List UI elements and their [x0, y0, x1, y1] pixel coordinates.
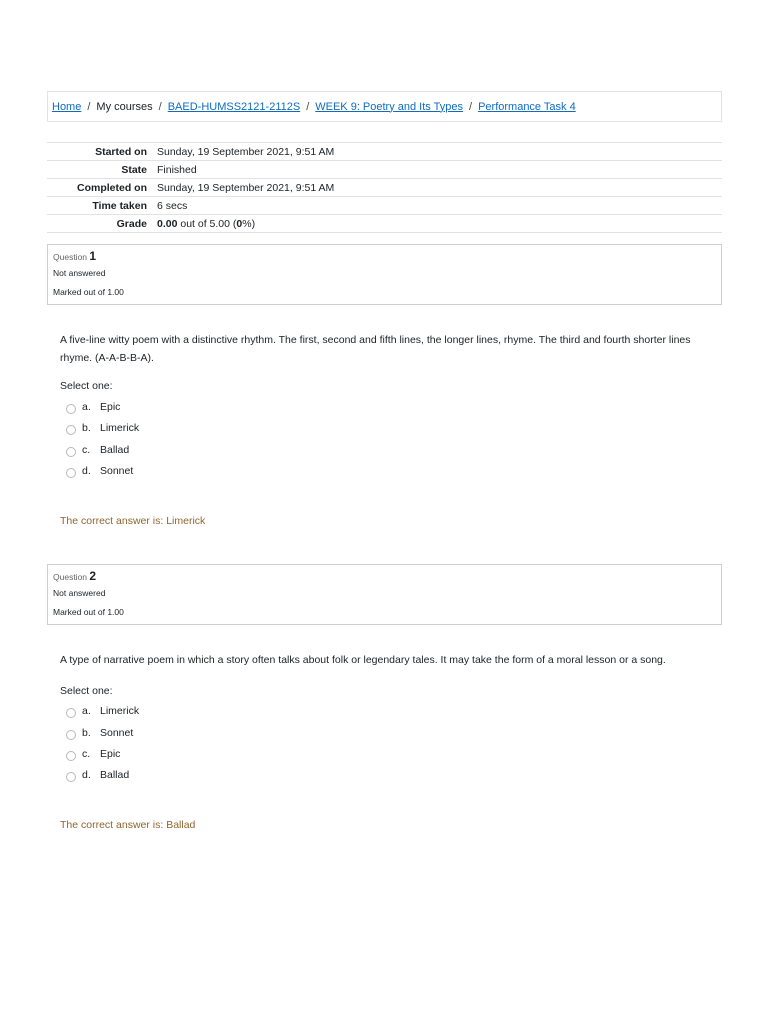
- option-text: Ballad: [100, 444, 130, 456]
- radio-button[interactable]: [66, 404, 76, 414]
- radio-button[interactable]: [66, 730, 76, 740]
- breadcrumb-my-courses: My courses: [96, 100, 153, 113]
- completed-on-label: Completed on: [77, 181, 147, 194]
- question-marked-out-of: Marked out of 1.00: [53, 287, 124, 297]
- question-label: Question: [53, 252, 88, 262]
- question-text: A type of narrative poem in which a story often talks about folk or legendary tales. It may take the form of a moral lesson or a song.: [60, 654, 666, 666]
- answer-option[interactable]: [66, 724, 133, 742]
- question-marked-out-of: Marked out of 1.00: [53, 607, 124, 617]
- question-info-box: [47, 564, 722, 625]
- time-taken-label: Time taken: [92, 199, 147, 212]
- option-letter: d.: [82, 769, 91, 781]
- option-text: Ballad: [100, 769, 130, 781]
- option-letter: c.: [82, 444, 91, 456]
- option-text: Limerick: [100, 705, 140, 717]
- breadcrumb-week-link[interactable]: WEEK 9: Poetry and Its Types: [315, 100, 464, 113]
- select-one-label: Select one:: [60, 380, 113, 392]
- summary-row-grade: [47, 215, 722, 233]
- summary-row-started: [47, 143, 722, 161]
- option-letter: a.: [82, 705, 91, 717]
- breadcrumb-task-link[interactable]: Performance Task 4: [478, 100, 576, 113]
- radio-button[interactable]: [66, 468, 76, 478]
- grade-value: 0.00: [157, 217, 178, 230]
- answer-option[interactable]: [66, 462, 133, 480]
- question-status: Not answered: [53, 588, 106, 598]
- breadcrumb-separator: /: [87, 100, 91, 113]
- breadcrumb-separator: /: [158, 100, 162, 113]
- question-number: 2: [89, 569, 97, 583]
- grade-suffix: %): [242, 217, 256, 230]
- option-text: Limerick: [100, 422, 140, 434]
- question-text: A five-line witty poem with a distinctive rhythm. The first, second and fifth lines, the longer lines, rhyme. The third and fourth shorter lines rhyme. (A-A-B-B-A).: [60, 334, 691, 364]
- correct-answer-feedback: The correct answer is: Limerick: [60, 515, 206, 527]
- radio-button[interactable]: [66, 708, 76, 718]
- started-on-value: Sunday, 19 September 2021, 9:51 AM: [157, 145, 335, 158]
- option-letter: b.: [82, 422, 91, 434]
- option-text: Sonnet: [100, 465, 134, 477]
- answer-option[interactable]: [66, 766, 129, 784]
- state-label: State: [121, 163, 147, 176]
- question-info-box: [47, 244, 722, 305]
- radio-button[interactable]: [66, 425, 76, 435]
- started-on-label: Started on: [95, 145, 147, 158]
- breadcrumb-separator: /: [306, 100, 310, 113]
- question-label: Question: [53, 572, 88, 582]
- option-letter: d.: [82, 465, 91, 477]
- option-text: Epic: [100, 748, 121, 760]
- radio-button[interactable]: [66, 772, 76, 782]
- summary-row-completed: [47, 179, 722, 197]
- question-status: Not answered: [53, 268, 106, 278]
- option-letter: c.: [82, 748, 91, 760]
- radio-button[interactable]: [66, 751, 76, 761]
- answer-option[interactable]: [66, 702, 139, 720]
- attempt-summary-table: [47, 142, 722, 233]
- grade-percent: 0: [236, 217, 243, 230]
- grade-label: Grade: [116, 217, 147, 230]
- question-number: 1: [89, 249, 97, 263]
- breadcrumb-home-link[interactable]: Home: [52, 100, 82, 113]
- answer-option[interactable]: [66, 441, 129, 459]
- state-value: Finished: [157, 163, 197, 176]
- summary-row-time: [47, 197, 722, 215]
- option-text: Sonnet: [100, 727, 134, 739]
- answer-option[interactable]: [66, 419, 139, 437]
- breadcrumb-course-link[interactable]: BAED-HUMSS2121-2112S: [167, 100, 301, 113]
- select-one-label: Select one:: [60, 685, 113, 697]
- option-letter: a.: [82, 401, 91, 413]
- grade-value-cell: [157, 215, 722, 233]
- option-letter: b.: [82, 727, 91, 739]
- correct-answer-feedback: The correct answer is: Ballad: [60, 819, 196, 831]
- answer-option[interactable]: [66, 745, 120, 763]
- breadcrumb: [47, 91, 722, 122]
- option-text: Epic: [100, 401, 121, 413]
- breadcrumb-separator: /: [469, 100, 473, 113]
- answer-option[interactable]: [66, 398, 120, 416]
- time-taken-value: 6 secs: [157, 199, 188, 212]
- summary-row-state: [47, 161, 722, 179]
- radio-button[interactable]: [66, 447, 76, 457]
- completed-on-value: Sunday, 19 September 2021, 9:51 AM: [157, 181, 335, 194]
- grade-out-of: out of 5.00 (: [180, 217, 237, 230]
